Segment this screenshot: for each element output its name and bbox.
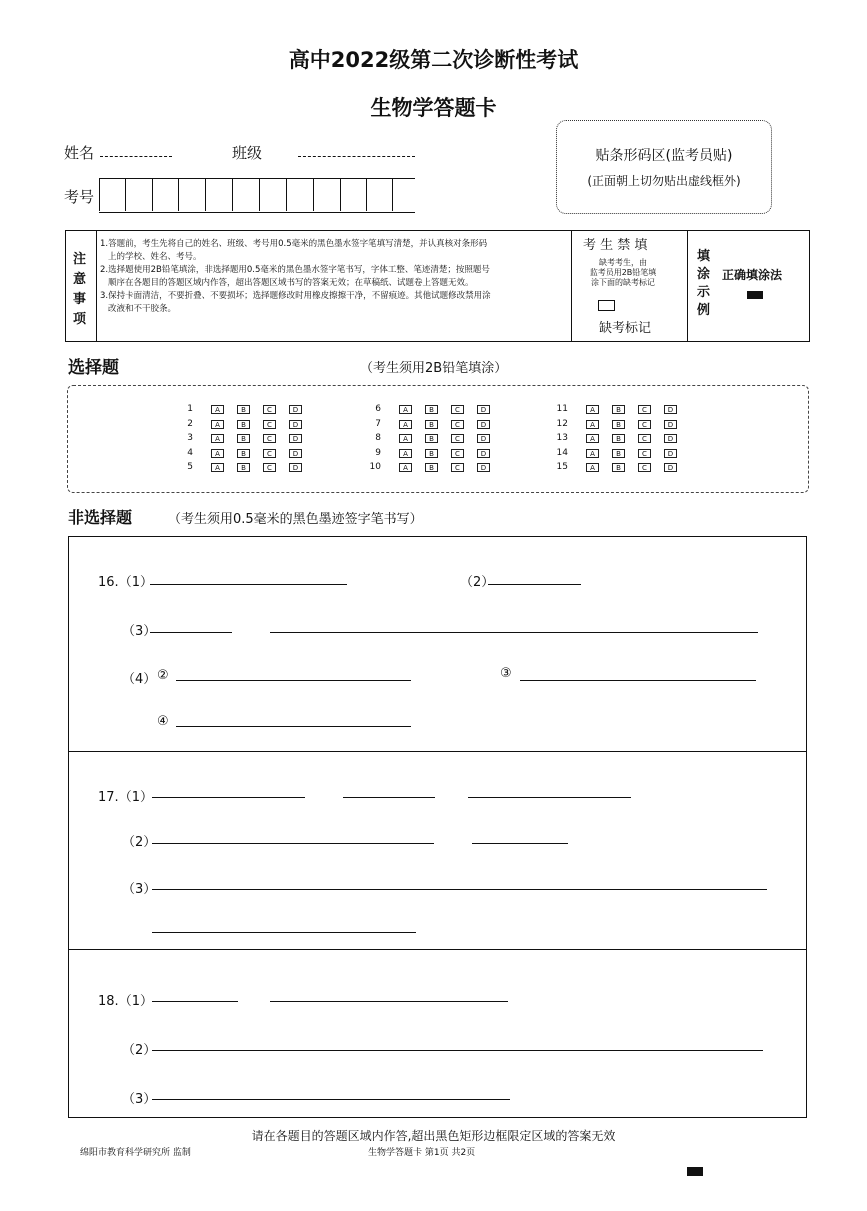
choice-bubble-11-d[interactable]: D: [664, 405, 677, 414]
choice-bubble-7-c[interactable]: C: [451, 420, 464, 429]
choice-bubble-2-c[interactable]: C: [263, 420, 276, 429]
q16-4-answer-4[interactable]: [176, 726, 411, 727]
choice-bubble-5-c[interactable]: C: [263, 463, 276, 472]
choice-bubble-10-c[interactable]: C: [451, 463, 464, 472]
q16-3-answer-a[interactable]: [150, 632, 232, 633]
choice-bubble-9-a[interactable]: A: [399, 449, 412, 458]
choice-q-number: 12: [556, 418, 568, 429]
footer-page-info: 生物学答题卡 第1页 共2页: [368, 1148, 476, 1158]
q16-4-label: （4）: [122, 672, 157, 687]
choice-bubble-12-c[interactable]: C: [638, 420, 651, 429]
choice-bubble-5-a[interactable]: A: [211, 463, 224, 472]
nonchoice-answer-area: [68, 536, 807, 1118]
choice-q-number: 1: [187, 404, 193, 414]
card-title: 生物学答题卡: [370, 96, 497, 120]
q17-3-label: （3）: [122, 882, 157, 897]
notice-text: 1.答题前，考生先将自己的姓名、班级、考号用0.5毫米的黑色墨水签字笔填写清楚，并认真核对条形码 上的学校、姓名、考号。 2.选择题使用2B铅笔填涂，非选择题用0.5毫米的黑色墨水签字笔书写，字体工整、笔迹清楚；按照题号 顺序在各题目的答题区域内作答，超出答题区域书写的答案无效；在草稿纸、试题卷上答题无效。 3.保持卡面清洁，不要折叠、不要损坏；选择题修改时用橡皮擦擦干净，不留痕迹。其他试题修改禁用涂 改液和不干胶条。: [100, 239, 491, 314]
choice-bubble-7-b[interactable]: B: [425, 420, 438, 429]
choice-bubble-2-d[interactable]: D: [289, 420, 302, 429]
choice-bubble-4-d[interactable]: D: [289, 449, 302, 458]
choice-bubble-6-d[interactable]: D: [477, 405, 490, 414]
choice-q-number: 6: [375, 404, 381, 414]
choice-bubble-7-d[interactable]: D: [477, 420, 490, 429]
choice-bubble-12-b[interactable]: B: [612, 420, 625, 429]
choice-q-number: 15: [556, 462, 568, 472]
q17-2-answer-b[interactable]: [472, 843, 568, 844]
q17-3-answer-b[interactable]: [152, 932, 416, 933]
name-label: 姓名: [64, 144, 95, 162]
choice-bubble-9-d[interactable]: D: [477, 449, 490, 458]
choice-bubble-8-a[interactable]: A: [399, 434, 412, 443]
correct-fill-label: 正确填涂法: [722, 268, 783, 282]
q16-4-answer-2[interactable]: [176, 680, 411, 681]
choice-bubble-9-c[interactable]: C: [451, 449, 464, 458]
choice-bubble-14-d[interactable]: D: [664, 449, 677, 458]
exam-no-grid[interactable]: [99, 178, 415, 213]
choice-bubble-15-a[interactable]: A: [586, 463, 599, 472]
choice-q-number: 5: [187, 462, 193, 472]
choice-bubble-4-b[interactable]: B: [237, 449, 250, 458]
choice-bubble-10-b[interactable]: B: [425, 463, 438, 472]
q17-2-answer-a[interactable]: [152, 843, 434, 844]
choice-bubble-1-b[interactable]: B: [237, 405, 250, 414]
choice-bubble-12-d[interactable]: D: [664, 420, 677, 429]
barcode-note: (正面朝上切勿贴出虚线框外): [587, 174, 741, 188]
choice-bubble-8-b[interactable]: B: [425, 434, 438, 443]
name-field[interactable]: [100, 156, 172, 157]
q16-3-label: （3）: [122, 624, 157, 639]
choice-bubble-3-b[interactable]: B: [237, 434, 250, 443]
q18-2-label: （2）: [122, 1043, 157, 1058]
forbidden-text: 缺考考生，由 监考员用2B铅笔填 涂下面的缺考标记: [589, 258, 657, 287]
choice-bubble-3-c[interactable]: C: [263, 434, 276, 443]
q17-1-answer-b[interactable]: [343, 797, 435, 798]
exam-no-label: 考号: [64, 188, 95, 206]
q17-3-answer-a[interactable]: [152, 889, 767, 890]
nonchoice-instruction: （考生须用0.5毫米的黑色墨迹签字笔书写）: [168, 512, 423, 527]
choice-q-number: 4: [187, 447, 193, 458]
choice-bubble-7-a[interactable]: A: [399, 420, 412, 429]
choice-q-number: 3: [187, 433, 193, 443]
choice-q-number: 7: [375, 418, 381, 429]
q17-label: 17.（1）: [98, 790, 153, 805]
q16-4-circle3: ③: [500, 666, 512, 681]
q18-2-answer[interactable]: [152, 1050, 763, 1051]
choice-bubble-15-c[interactable]: C: [638, 463, 651, 472]
choice-bubble-4-a[interactable]: A: [211, 449, 224, 458]
choice-bubble-2-b[interactable]: B: [237, 420, 250, 429]
choice-bubble-13-d[interactable]: D: [664, 434, 677, 443]
choice-bubble-10-a[interactable]: A: [399, 463, 412, 472]
choice-bubble-11-c[interactable]: C: [638, 405, 651, 414]
choice-bubble-4-c[interactable]: C: [263, 449, 276, 458]
q18-1-answer-a[interactable]: [152, 1001, 238, 1002]
q16-2-label: （2）: [460, 575, 495, 590]
choice-bubble-13-a[interactable]: A: [586, 434, 599, 443]
absent-mark-box[interactable]: [598, 300, 615, 311]
choice-bubble-8-d[interactable]: D: [477, 434, 490, 443]
choice-bubble-13-b[interactable]: B: [612, 434, 625, 443]
choice-bubble-3-d[interactable]: D: [289, 434, 302, 443]
nonchoice-section-title: 非选择题: [68, 508, 133, 527]
choice-bubble-1-a[interactable]: A: [211, 405, 224, 414]
choice-bubble-8-c[interactable]: C: [451, 434, 464, 443]
choice-bubble-10-d[interactable]: D: [477, 463, 490, 472]
choice-bubble-1-d[interactable]: D: [289, 405, 302, 414]
choice-instruction: （考生须用2B铅笔填涂）: [360, 361, 508, 376]
forbidden-title: 考 生 禁 填: [583, 238, 648, 253]
q18-3-label: （3）: [122, 1092, 157, 1107]
choice-bubble-3-a[interactable]: A: [211, 434, 224, 443]
barcode-area: [556, 120, 772, 214]
choice-q-number: 9: [375, 447, 381, 458]
footer-publisher: 绵阳市教育科学研究所 监制: [80, 1148, 191, 1158]
choice-q-number: 10: [369, 462, 381, 472]
choice-q-number: 2: [187, 418, 193, 429]
class-label: 班级: [232, 144, 263, 162]
choice-bubble-5-b[interactable]: B: [237, 463, 250, 472]
choice-bubble-11-b[interactable]: B: [612, 405, 625, 414]
q16-label: 16.（1）: [98, 575, 153, 590]
q16-1-answer[interactable]: [150, 584, 347, 585]
choice-bubble-14-b[interactable]: B: [612, 449, 625, 458]
choice-bubble-6-b[interactable]: B: [425, 405, 438, 414]
notice-label: 注 意 事 项: [73, 252, 87, 327]
choice-bubble-6-c[interactable]: C: [451, 405, 464, 414]
q18-label: 18.（1）: [98, 994, 153, 1009]
choice-bubble-14-c[interactable]: C: [638, 449, 651, 458]
exam-title: 高中2022级第二次诊断性考试: [288, 48, 579, 72]
q16-2-answer[interactable]: [488, 584, 581, 585]
q16-4-circle2: ②: [157, 668, 169, 683]
divider-17-18: [68, 949, 807, 950]
q18-1-answer-b[interactable]: [270, 1001, 508, 1002]
choice-bubble-2-a[interactable]: A: [211, 420, 224, 429]
choice-bubble-15-d[interactable]: D: [664, 463, 677, 472]
q17-1-answer-a[interactable]: [152, 797, 305, 798]
choice-q-number: 11: [556, 404, 568, 414]
choice-bubble-15-b[interactable]: B: [612, 463, 625, 472]
choice-q-number: 13: [556, 433, 568, 443]
choice-bubble-11-a[interactable]: A: [586, 405, 599, 414]
class-field[interactable]: [298, 156, 415, 157]
choice-bubble-5-d[interactable]: D: [289, 463, 302, 472]
q18-3-answer[interactable]: [152, 1099, 510, 1100]
q17-1-answer-c[interactable]: [468, 797, 631, 798]
q17-2-label: （2）: [122, 835, 157, 850]
divider-16-17: [68, 751, 807, 752]
barcode-label: 贴条形码区(监考员贴): [595, 148, 733, 164]
choice-section-title: 选择题: [68, 358, 119, 378]
footer-warning: 请在各题目的答题区域内作答,超出黑色矩形边框限定区域的答案无效: [251, 1129, 616, 1143]
choice-bubble-6-a[interactable]: A: [399, 405, 412, 414]
choice-bubble-12-a[interactable]: A: [586, 420, 599, 429]
choice-q-number: 14: [556, 447, 568, 458]
choice-bubble-14-a[interactable]: A: [586, 449, 599, 458]
fill-example-label: 填 涂 示 例: [697, 249, 711, 318]
choice-bubble-13-c[interactable]: C: [638, 434, 651, 443]
correct-fill-sample: [747, 291, 763, 299]
q16-4-circle4: ④: [157, 714, 169, 729]
q16-3-answer-b[interactable]: [270, 632, 758, 633]
choice-q-number: 8: [375, 433, 381, 443]
q16-4-answer-3[interactable]: [520, 680, 756, 681]
positioning-mark: [687, 1167, 703, 1176]
choice-bubble-9-b[interactable]: B: [425, 449, 438, 458]
choice-bubble-1-c[interactable]: C: [263, 405, 276, 414]
absent-label: 缺考标记: [599, 321, 652, 336]
